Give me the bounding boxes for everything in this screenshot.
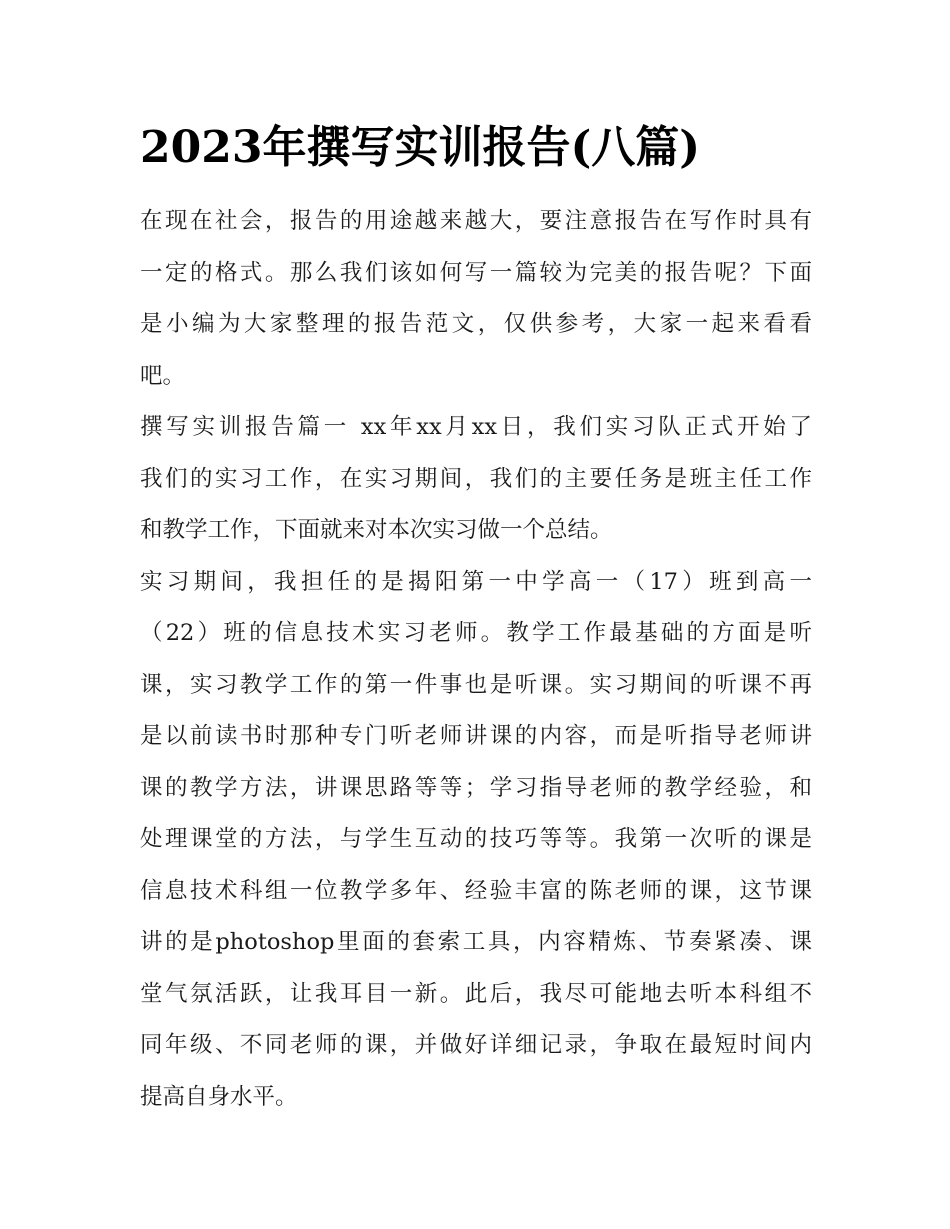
teaching-work-paragraph — [140, 557, 812, 1124]
text-line: 一定的格式。那么我们该如何写一篇较为完美的报告呢？下面 — [140, 259, 812, 286]
text-line: 处理课堂的方法，与学生互动的技巧等等。我第一次听的课是 — [140, 826, 812, 852]
text-line: 我们的实习工作，在实习期间，我们的主要任务是班主任工作 — [140, 465, 812, 492]
text-line: 堂气氛活跃，让我耳目一新。此后，我尽可能地去听本科组不 — [140, 980, 812, 1007]
document-body — [140, 196, 812, 1123]
report-one-opening-paragraph — [140, 402, 812, 557]
text-line: 撰写实训报告篇一 xx年xx月xx日，我们实习队正式开始了 — [140, 414, 812, 440]
text-line: 课的教学方法，讲课思路等等；学习指导老师的教学经验，和 — [140, 774, 812, 801]
text-line: 在现在社会，报告的用途越来越大，要注意报告在写作时具有 — [140, 208, 812, 234]
text-line: （22）班的信息技术实习老师。教学工作最基础的方面是听 — [140, 620, 812, 646]
text-line: 实习期间，我担任的是揭阳第一中学高一（17）班到高一 — [140, 568, 812, 595]
intro-paragraph — [140, 196, 812, 402]
text-line: 是小编为大家整理的报告范文，仅供参考，大家一起来看看 — [140, 311, 812, 337]
text-line: 和教学工作，下面就来对本次实习做一个总结。 — [140, 517, 613, 543]
text-line: 同年级、不同老师的课，并做好详细记录，争取在最短时间内 — [140, 1032, 812, 1058]
text-line: 课，实习教学工作的第一件事也是听课。实习期间的听课不再 — [140, 671, 812, 698]
text-line: 是以前读书时那种专门听老师讲课的内容，而是听指导老师讲 — [140, 723, 812, 749]
text-line: 讲的是photoshop里面的套索工具，内容精炼、节奏紧凑、课 — [140, 929, 812, 955]
text-line: 吧。 — [140, 362, 186, 389]
text-line: 提高自身水平。 — [140, 1083, 298, 1110]
text-line: 信息技术科组一位教学多年、经验丰富的陈老师的课，这节课 — [140, 877, 812, 904]
document-title: 2023年撰写实训报告(八篇) — [140, 122, 701, 173]
